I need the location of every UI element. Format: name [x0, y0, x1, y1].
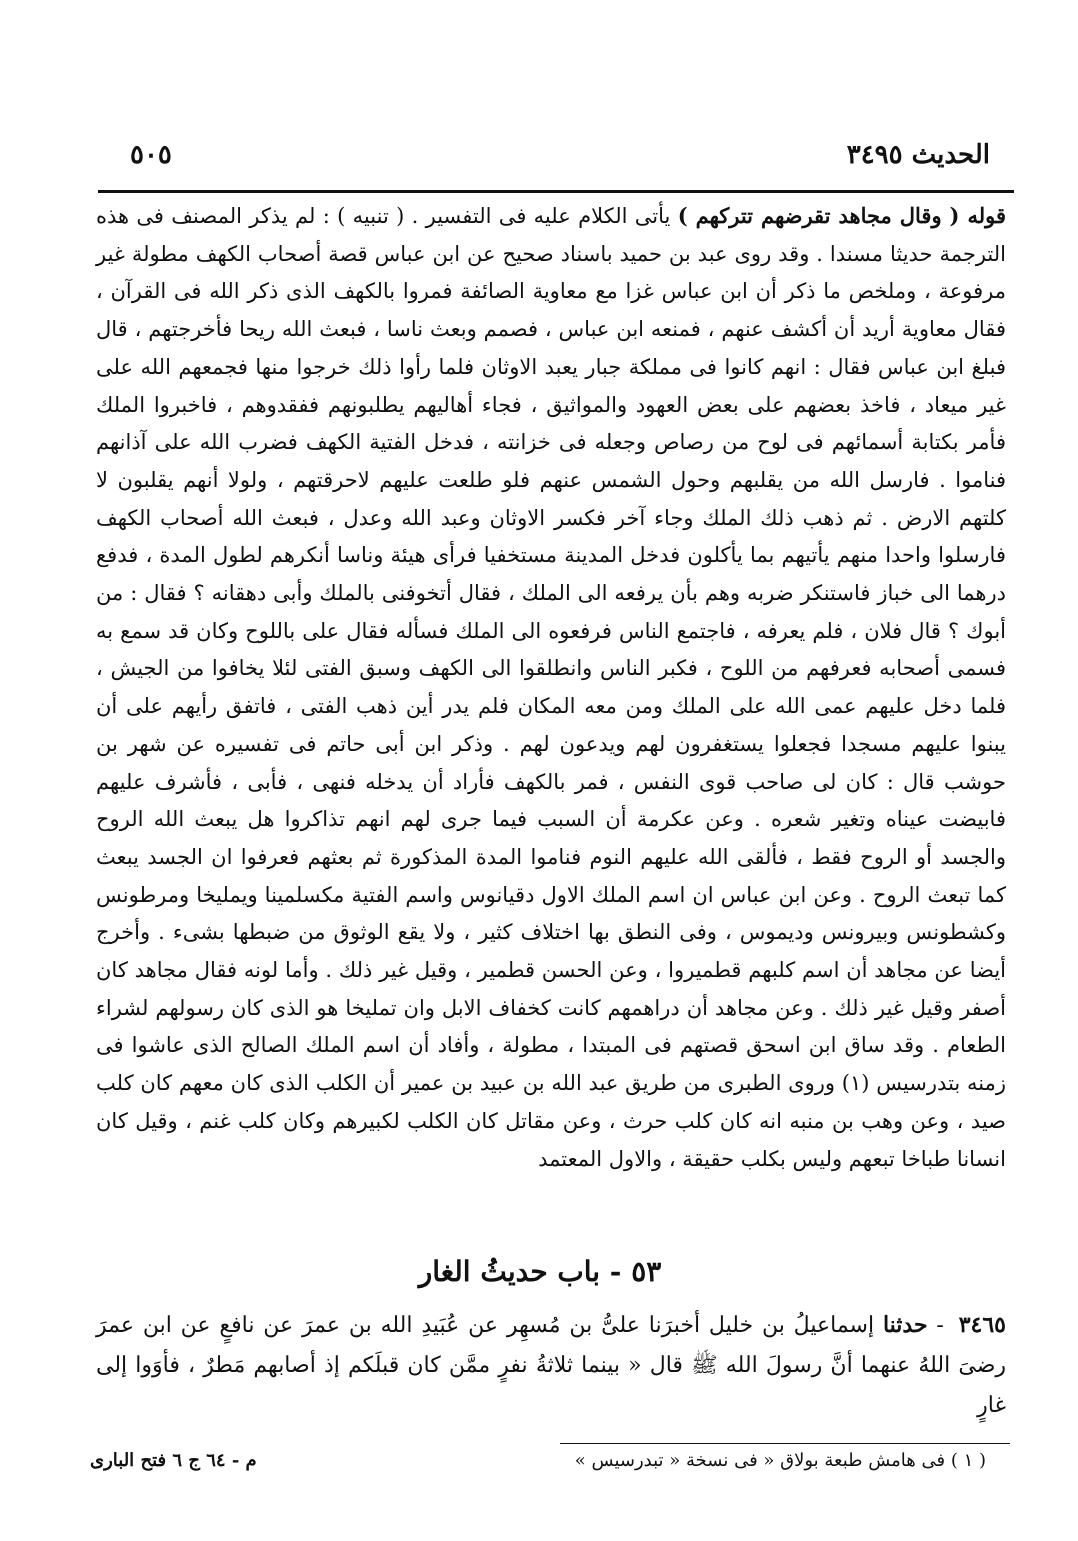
hadith-text: إسماعيلُ بن خليل أخبرَنا علىُّ بن مُسهِر عن عُبَيدِ الله بن عمرَ عن نافعٍ عن ابن عمرَ رضىَ اللهُ عنهما أنَّ رسولَ الله ﷺ قال « بينما ثلاثةُ نفرٍ ممَّن كان قبلَكم إذ أصابهم مَطرٌ ، فأوَوا إلى غارٍ: [96, 1313, 1006, 1418]
footnote: ( ١ ) فى هامش طبعة بولاق « فى نسخة « تبدرسيس »: [574, 1450, 986, 1471]
footnote-rule: [560, 1443, 1010, 1444]
hadith-opening: حدثنا: [882, 1312, 928, 1338]
commentary-paragraph: [96, 197, 1006, 1178]
commentary-text: يأتى الكلام عليه فى التفسير . ( تنبيه ) : لم يذكر المصنف فى هذه الترجمة حديثا مسندا . وقد روى عبد بن حميد باسناد صحيح عن ابن عباس قصة أصحاب الكهف مطولة غير مرفوعة ، وملخص ما ذكر أن ابن عباس غزا مع معاوية الصائفة فمروا بالكهف الذى ذكر الله فى القرآن ، فقال معاوية أريد أن أكشف عنهم ، فمنعه ابن عباس ، فصمم وبعث ناسا ، فبعث الله ريحا فأخرجتهم ، قال فبلغ ابن عباس فقال : انهم كانوا فى مملكة جبار يعبد الاوثان فلما رأوا ذلك خرجوا منها فجمعهم الله على غير ميعاد ، فاخذ بعضهم على بعض العهود والمواثيق ، فجاء أهاليهم يطلبونهم ففقدوهم ، فاخبروا الملك فأمر بكتابة أسمائهم فى لوح من رصاص وجعله فى خزانته ، فدخل الفتية الكهف فضرب الله على آذانهم فناموا . فارسل الله من يقلبهم وحول الشمس عنهم فلو طلعت عليهم لاحرقتهم ، ولولا أنهم يقلبون لا كلتهم الارض . ثم ذهب ذلك الملك وجاء آخر فكسر الاوثان وعبد الله وعدل ، فبعث الله أصحاب الكهف فارسلوا واحدا منهم يأتيهم بما يأكلون فدخل المدينة مستخفيا فرأى هيئة وناسا أنكرهم لطول المدة ، فدفع درهما الى خباز فاستنكر ضربه وهم بأن يرفعه الى الملك ، فقال أتخوفنى بالملك وأبى دهقانه ؟ فقال : من أبوك ؟ قال فلان ، فلم يعرفه ، فاجتمع الناس فرفعوه الى الملك فسأله فقال على باللوح وكان قد سمع به فسمى أصحابه فعرفهم من اللوح ، فكبر الناس وانطلقوا الى الكهف وسبق الفتى لئلا يخافوا من الجيش ، فلما دخل عليهم عمى الله على الملك ومن معه المكان فلم يدر أين ذهب الفتى ، فاتفق رأيهم على أن يبنوا عليهم مسجدا فجعلوا يستغفرون لهم ويدعون لهم . وذكر ابن أبى حاتم فى تفسيره عن شهر بن حوشب قال : كان لى صاحب قوى النفس ، فمر بالكهف فأراد أن يدخله فنهى ، فأبى ، فأشرف عليهم فابيضت عيناه وتغير شعره . وعن عكرمة أن السبب فيما جرى لهم انهم تذاكروا هل يبعث الله الروح والجسد أو الروح فقط ، فألقى الله عليهم النوم فناموا المدة المذكورة ثم بعثهم فعرفوا ان الجسد يبعث كما تبعث الروح . وعن ابن عباس ان اسم الملك الاول دقيانوس واسم الفتية مكسلمينا ويمليخا ومرطونس وكشطونس وبيرونس وديموس ، وفى النطق بها اختلاف كثير ، ولا يقع الوثوق من ضبطها بشىء . وأخرج أيضا عن مجاهد أن اسم كلبهم قطميروا ، وعن الحسن قطمير ، وقيل غير ذلك . وأما لونه فقال مجاهد كان أصفر وقيل غير ذلك . وعن مجاهد أن دراهمهم كانت كخفاف الابل وان تمليخا هو الذى كان رسولهم لشراء الطعام . وقد ساق ابن اسحق قصتهم فى المبتدا ، مطولة ، وأفاد أن اسم الملك الصالح الذى عاشوا فى زمنه بتدرسيس (١) وروى الطبرى من طريق عبد الله بن عبيد بن عمير أن الكلب الذى كان معهم كان كلب صيد ، وعن وهب بن منبه انه كان كلب حرث ، وعن مقاتل كان الكلب لكبيرهم وكان كلب غنم ، وقيل كان انسانا طباخا تبعهم وليس بكلب حقيقة ، والاول المعتمد: [96, 204, 1006, 1171]
signature-line: م - ٦٤ ج ٦ فتح البارى: [90, 1450, 257, 1471]
commentary-body: [96, 197, 1006, 1178]
page-number: ٥٠٥: [130, 140, 172, 170]
hadith-block: ٣٤٦٥ - حدثنا إسماعيلُ بن خليل أخبرَنا علىُّ بن مُسهِر عن عُبَيدِ الله بن عمرَ عن نافعٍ عن ابن عمرَ رضىَ اللهُ عنهما أنَّ رسولَ الله ﷺ قال « بينما ثلاثةُ نفرٍ ممَّن كان قبلَكم إذ أصابهم مَطرٌ ، فأوَوا إلى غارٍ: [96, 1312, 1006, 1418]
chapter-heading: ٥٣ - باب حديثُ الغار: [418, 1255, 662, 1288]
hadith-number: ٣٤٦٥: [958, 1312, 1006, 1338]
page-header: [100, 140, 990, 182]
running-title: الحديث ٣٤٩٥: [846, 140, 990, 170]
header-rule: [98, 190, 1014, 193]
commentary-lead: قوله ( وقال مجاهد تقرضهم تتركهم ): [677, 203, 1006, 228]
